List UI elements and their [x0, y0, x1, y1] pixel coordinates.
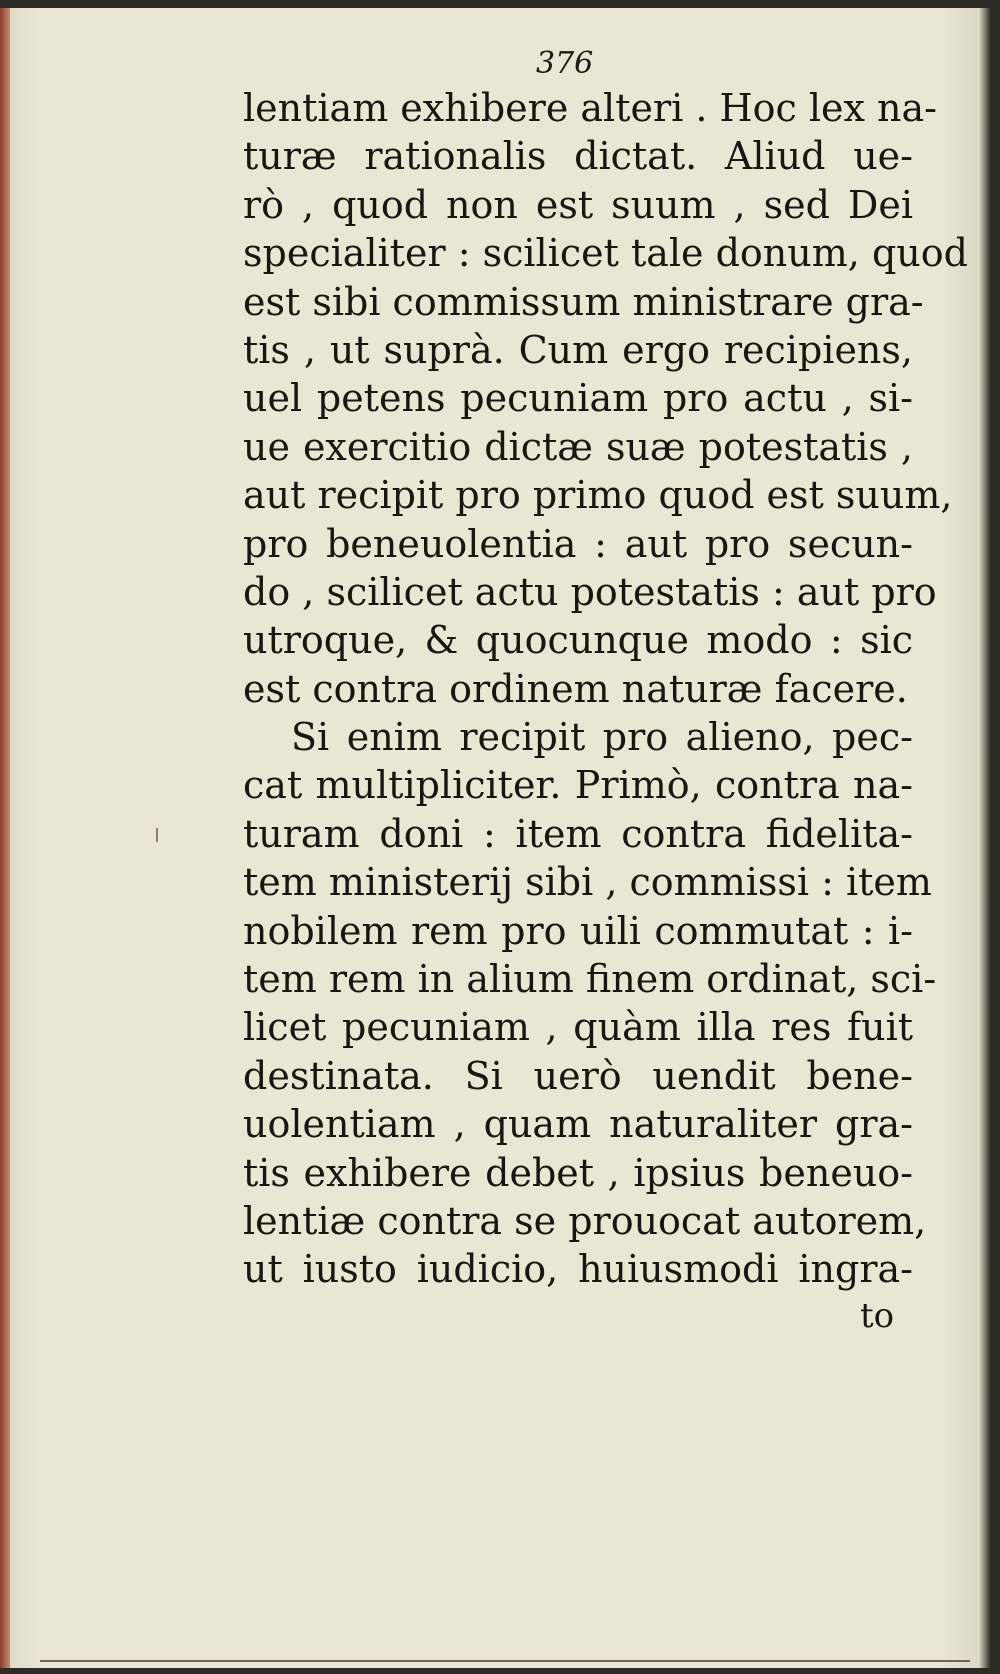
text-line: lentiæ contra se prouocat autorem, [243, 1198, 927, 1243]
text-line: Si enim recipit pro alieno, pec- [291, 715, 913, 760]
text-line: est sibi commissum ministrare gra- [243, 279, 924, 324]
text-line: est contra ordinem naturæ facere. [243, 666, 908, 711]
text-line: utroque, & quocunque modo : sic [243, 618, 913, 663]
text-line: tem ministerij sibi , commissi : item [243, 860, 932, 905]
text-line: tem rem in alium finem ordinat, sci- [243, 957, 937, 1002]
text-line: ue exercitio dictæ suæ potestatis , [243, 424, 913, 469]
text-block [243, 84, 968, 1294]
text-line: lentiam exhibere alteri . Hoc lex na- [243, 86, 938, 130]
text-line: licet pecuniam , quàm illa res fuit [243, 1005, 913, 1050]
text-line: turæ rationalis dictat. Aliud ue- [243, 134, 913, 179]
text-line: destinata. Si uerò uendit bene- [243, 1053, 913, 1098]
margin-mark [156, 828, 158, 842]
text-line: specialiter : scilicet tale donum, quod [243, 231, 968, 276]
text-line: uel petens pecuniam pro actu , si- [243, 376, 913, 421]
page-bottom-edge [40, 1660, 970, 1662]
text-line: do , scilicet actu potestatis : aut pro [243, 569, 937, 614]
book-page [0, 8, 990, 1668]
text-line: aut recipit pro primo quod est suum, [243, 473, 953, 518]
catchword: to [860, 1296, 895, 1336]
text-line: turam doni : item contra fidelita- [243, 811, 913, 856]
text-line: tis exhibere debet , ipsius beneuo- [243, 1150, 913, 1195]
text-line: cat multipliciter. Primò, contra na- [243, 763, 913, 808]
text-line: rò , quod non est suum , sed Dei [243, 182, 913, 227]
page-number: 376 [536, 46, 594, 81]
text-line: pro beneuolentia : aut pro secun- [243, 521, 913, 566]
text-line: nobilem rem pro uili commutat : i- [243, 908, 913, 953]
text-line: ut iusto iudicio, huiusmodi ingra- [243, 1247, 913, 1292]
text-line: uolentiam , quam naturaliter gra- [243, 1102, 913, 1147]
page-edge-shadow [978, 8, 990, 1668]
text-line: tis , ut suprà. Cum ergo recipiens, [243, 327, 913, 372]
binding-edge [0, 8, 10, 1668]
